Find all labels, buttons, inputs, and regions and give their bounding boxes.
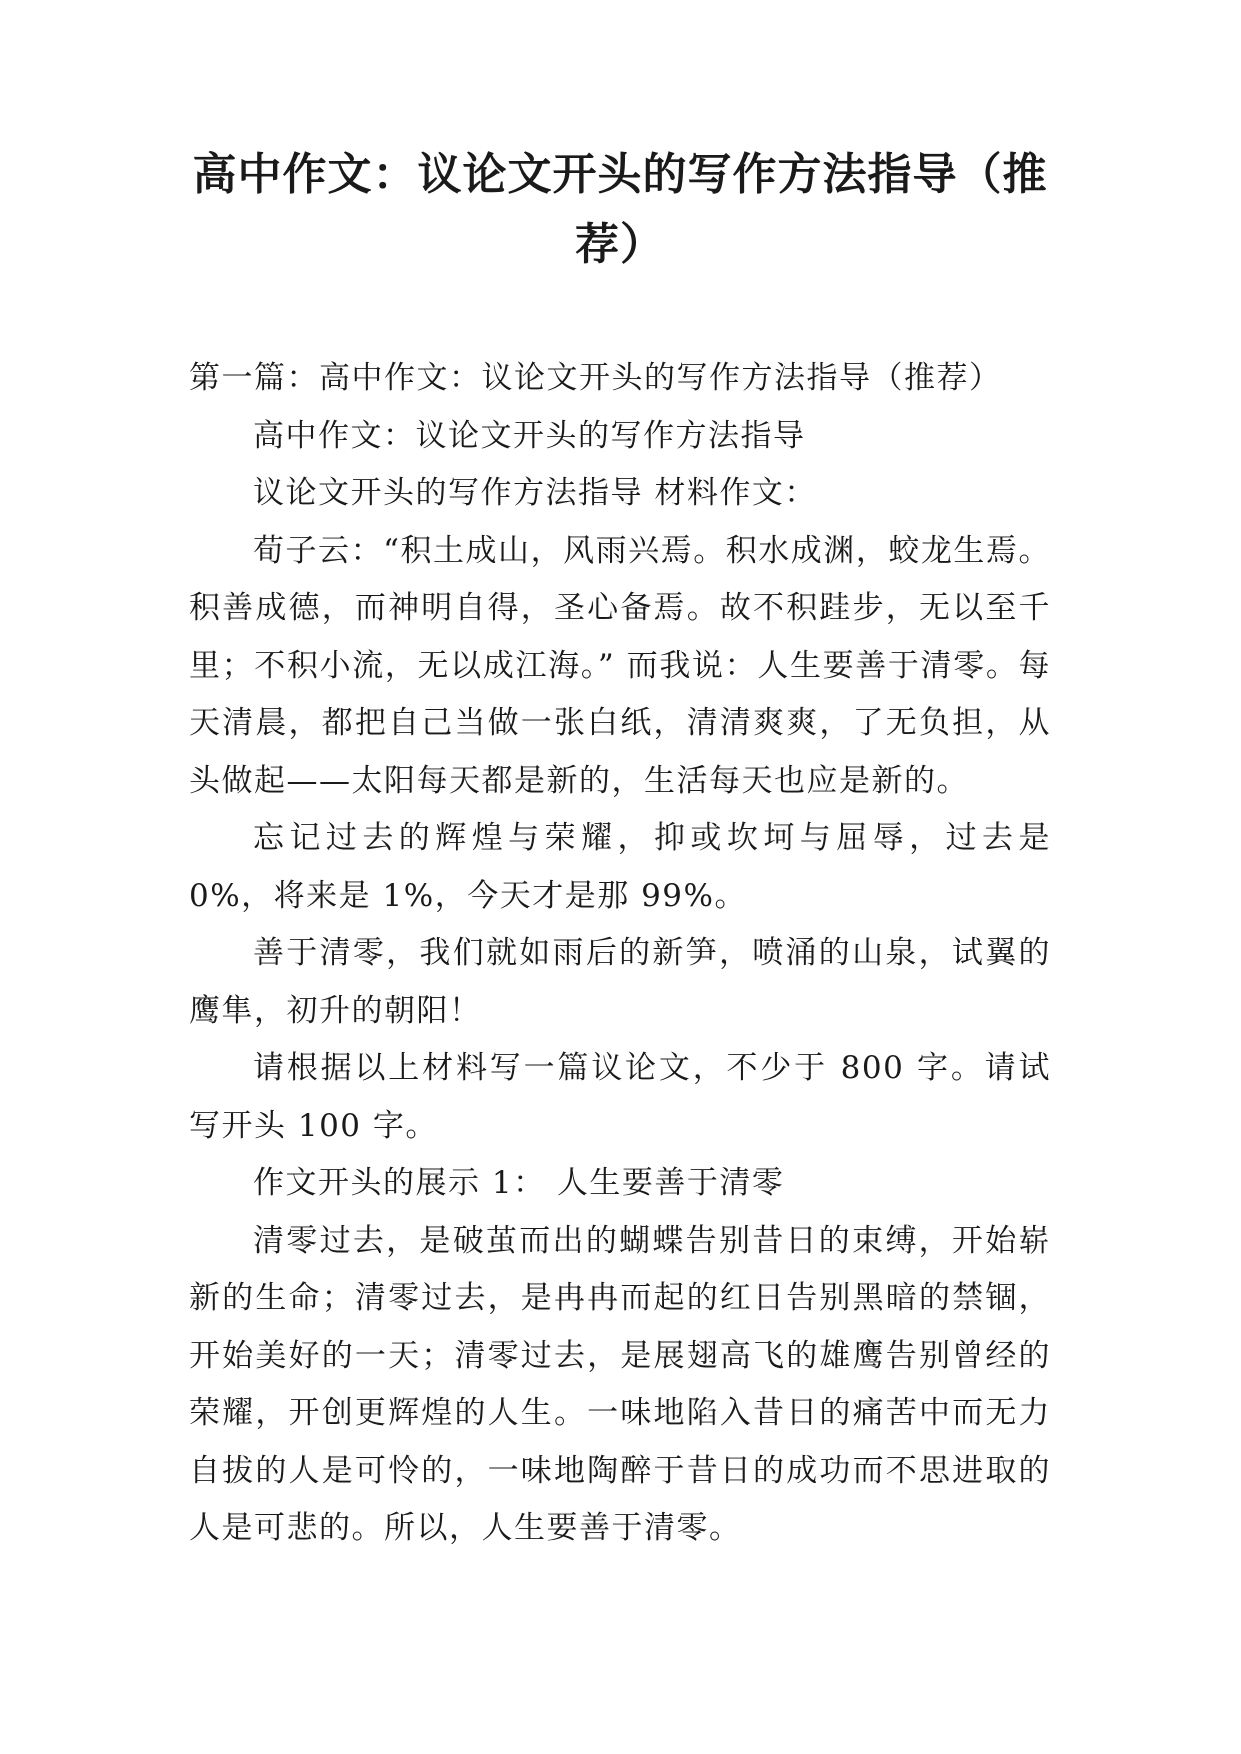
title-line-2: 荐）: [575, 219, 665, 270]
document-body: [189, 350, 1051, 1558]
paragraph-instructions: 请根据以上材料写一篇议论文，不少于 800 字。请试写开头 100 字。: [189, 1050, 1051, 1144]
paragraph-metaphors: 善于清零，我们就如雨后的新笋，喷涌的山泉，试翼的鹰隼，初升的朝阳！: [189, 935, 1051, 1029]
paragraph-material-label: 议论文开头的写作方法指导 材料作文：: [253, 475, 817, 511]
document-page: [189, 140, 1051, 1558]
paragraph-example-body: 清零过去，是破茧而出的蝴蝶告别昔日的束缚，开始崭新的生命；清零过去，是冉冉而起的红日告别黑暗的禁锢，开始美好的一天；清零过去，是展翅高飞的雄鹰告别曾经的荣耀，开创更辉煌的人生。一味地陷入昔日的痛苦中而无力自拔的人是可怜的，一味地陶醉于昔日的成功而不思进取的人是可悲的。所以，人生要善于清零。: [189, 1222, 1051, 1546]
title-line-1: 高中作文：议论文开头的写作方法指导（推: [192, 149, 1048, 200]
paragraph-xunzi-quote: 荀子云：“积土成山，风雨兴焉。积水成渊，蛟龙生焉。积善成德，而神明自得，圣心备焉。故不积跬步，无以至千里；不积小流，无以成江海。” 而我说：人生要善于清零。每天清晨，都把自己当做一张白纸，清清爽爽，了无负担，从头做起——太阳每天都是新的，生活每天也应是新的。: [189, 532, 1051, 799]
paragraph-percentages: 忘记过去的辉煌与荣耀，抑或坎坷与屈辱，过去是 0%，将来是 1%，今天才是那 99%。: [189, 820, 1051, 914]
paragraph-example-heading: 作文开头的展示 1： 人生要善于清零: [253, 1165, 785, 1201]
paragraph-section-heading: 第一篇：高中作文：议论文开头的写作方法指导（推荐）: [189, 360, 1002, 396]
paragraph-subtitle: 高中作文：议论文开头的写作方法指导: [253, 417, 806, 454]
document-title: [189, 140, 1051, 280]
